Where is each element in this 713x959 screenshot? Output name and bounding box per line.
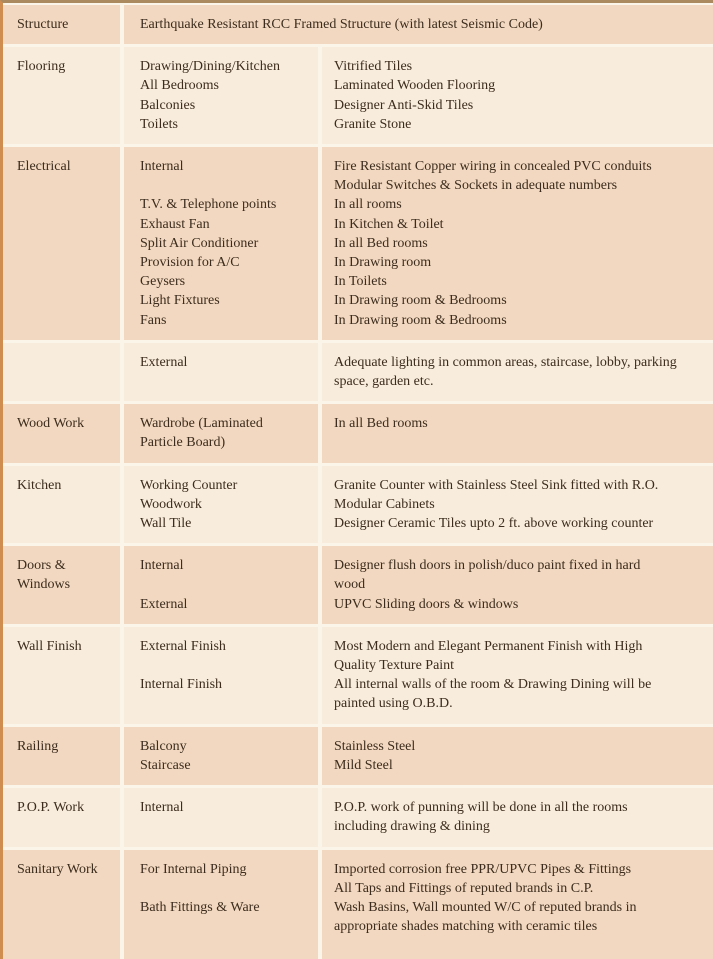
text-line: Electrical: [17, 159, 71, 175]
category-cell: [3, 404, 120, 462]
category-cell: [3, 627, 120, 724]
subitem-cell: [124, 788, 318, 846]
text-line: Designer Ceramic Tiles upto 2 ft. above working counter: [334, 516, 654, 532]
detail-cell: [322, 404, 713, 462]
text-line: Provision for A/C: [140, 255, 240, 271]
category-cell: [3, 5, 120, 44]
text-line: [140, 575, 312, 594]
subitem-cell: [124, 343, 318, 401]
text-line: Drawing/Dining/Kitchen: [140, 59, 280, 75]
detail-cell: [322, 343, 713, 401]
subitem-cell: [124, 546, 318, 624]
table-row: [3, 788, 713, 846]
text-line: Adequate lighting in common areas, staircase, lobby, parking: [334, 354, 677, 370]
text-line: Wood Work: [17, 416, 85, 432]
text-line: Woodwork: [140, 496, 202, 512]
text-line: Staircase: [140, 757, 191, 773]
detail-cell: [322, 788, 713, 846]
text-line: Wardrobe (Laminated: [140, 416, 263, 432]
text-line: Designer Anti-Skid Tiles: [334, 97, 474, 113]
detail-cell: [322, 47, 713, 144]
text-line: appropriate shades matching with ceramic tiles: [334, 919, 598, 935]
text-line: Designer flush doors in polish/duco paint fixed in hard: [334, 558, 641, 574]
text-line: In Drawing room: [334, 255, 432, 271]
category-cell: [3, 343, 120, 401]
text-line: Bath Fittings & Ware: [140, 899, 260, 915]
text-line: UPVC Sliding doors & windows: [334, 596, 519, 612]
subitem-cell: [124, 850, 318, 959]
subitem-cell: [124, 727, 318, 785]
text-line: For Internal Piping: [140, 861, 247, 877]
category-cell: [3, 47, 120, 144]
text-line: Fans: [140, 312, 167, 328]
text-line: P.O.P. Work: [17, 800, 85, 816]
text-line: Kitchen: [17, 477, 62, 493]
detail-cell: [322, 147, 713, 340]
text-line: Modular Cabinets: [334, 496, 435, 512]
text-line: External: [140, 354, 188, 370]
category-cell: [3, 147, 120, 340]
subitem-cell: [124, 627, 318, 724]
text-line: Modular Switches & Sockets in adequate numbers: [334, 178, 618, 194]
text-line: Balconies: [140, 97, 196, 113]
text-line: Flooring: [17, 59, 66, 75]
text-line: including drawing & dining: [334, 819, 490, 835]
text-line: Quality Texture Paint: [334, 658, 455, 674]
category-cell: [3, 727, 120, 785]
text-line: Vitrified Tiles: [334, 59, 413, 75]
detail-cell: [322, 850, 713, 959]
text-line: Doors &: [17, 558, 66, 574]
text-line: All internal walls of the room & Drawing Dining will be: [334, 677, 652, 693]
text-line: Windows: [17, 577, 71, 593]
subitem-cell: [124, 466, 318, 544]
text-line: Mild Steel: [334, 757, 393, 773]
text-line: Sanitary Work: [17, 861, 98, 877]
text-line: Light Fixtures: [140, 293, 220, 309]
table-row: [3, 5, 713, 44]
text-line: In Drawing room & Bedrooms: [334, 293, 507, 309]
text-line: T.V. & Telephone points: [140, 197, 277, 213]
text-line: Earthquake Resistant RCC Framed Structure (with latest Seismic Code): [140, 17, 543, 32]
table-row: [3, 727, 713, 785]
text-line: Particle Board): [140, 435, 226, 451]
subitem-cell: [124, 47, 318, 144]
text-line: All Taps and Fittings of reputed brands in C.P.: [334, 880, 594, 896]
text-line: P.O.P. work of punning will be done in all the rooms: [334, 800, 628, 816]
text-line: Working Counter: [140, 477, 238, 493]
text-line: Laminated Wooden Flooring: [334, 78, 496, 94]
text-line: Railing: [17, 738, 59, 754]
table-row: [3, 546, 713, 624]
text-line: Internal: [140, 558, 184, 574]
detail-cell: [322, 627, 713, 724]
text-line: Most Modern and Elegant Permanent Finish with High: [334, 638, 643, 654]
text-line: In all Bed rooms: [334, 416, 428, 432]
text-line: Internal: [140, 159, 184, 175]
category-cell: [3, 466, 120, 544]
text-line: Internal: [140, 800, 184, 816]
text-line: Internal Finish: [140, 677, 223, 693]
table-row: [3, 47, 713, 144]
text-line: Granite Counter with Stainless Steel Sink fitted with R.O.: [334, 477, 659, 493]
text-line: Balcony: [140, 738, 187, 754]
text-line: wood: [334, 577, 366, 593]
text-line: Split Air Conditioner: [140, 235, 259, 251]
text-line: Toilets: [140, 116, 178, 132]
text-line: Granite Stone: [334, 116, 412, 132]
text-line: [140, 176, 312, 195]
subitem-cell: [124, 147, 318, 340]
text-line: Exhaust Fan: [140, 216, 210, 232]
detail-cell: [322, 466, 713, 544]
text-line: Wall Tile: [140, 516, 192, 532]
text-line: Stainless Steel: [334, 738, 416, 754]
subitem-cell: [124, 404, 318, 462]
text-line: Wash Basins, Wall mounted W/C of reputed brands in: [334, 899, 637, 915]
text-line: Fire Resistant Copper wiring in concealed PVC conduits: [334, 159, 652, 175]
text-line: Geysers: [140, 274, 186, 290]
detail-cell: [322, 546, 713, 624]
text-line: In Toilets: [334, 274, 387, 290]
text-line: painted using O.B.D.: [334, 696, 453, 712]
table-row: [3, 404, 713, 462]
category-cell: [3, 546, 120, 624]
detail-cell: [124, 5, 713, 44]
text-line: In all rooms: [334, 197, 402, 213]
text-line: In Drawing room & Bedrooms: [334, 312, 507, 328]
text-line: External: [140, 596, 188, 612]
text-line: space, garden etc.: [334, 374, 434, 390]
text-line: In Kitchen & Toilet: [334, 216, 444, 232]
text-line: In all Bed rooms: [334, 235, 428, 251]
text-line: [140, 879, 312, 898]
table-row: [3, 343, 713, 401]
table-row: [3, 147, 713, 340]
detail-cell: [322, 727, 713, 785]
category-cell: [3, 850, 120, 959]
text-line: External Finish: [140, 638, 226, 654]
text-line: [140, 656, 312, 675]
category-cell: [3, 788, 120, 846]
text-line: All Bedrooms: [140, 78, 219, 94]
text-line: Imported corrosion free PPR/UPVC Pipes & Fittings: [334, 861, 632, 877]
table-row: [3, 850, 713, 959]
text-line: Wall Finish: [17, 638, 82, 654]
table-row: [3, 627, 713, 724]
text-line: Structure: [17, 17, 69, 32]
table-row: [3, 466, 713, 544]
